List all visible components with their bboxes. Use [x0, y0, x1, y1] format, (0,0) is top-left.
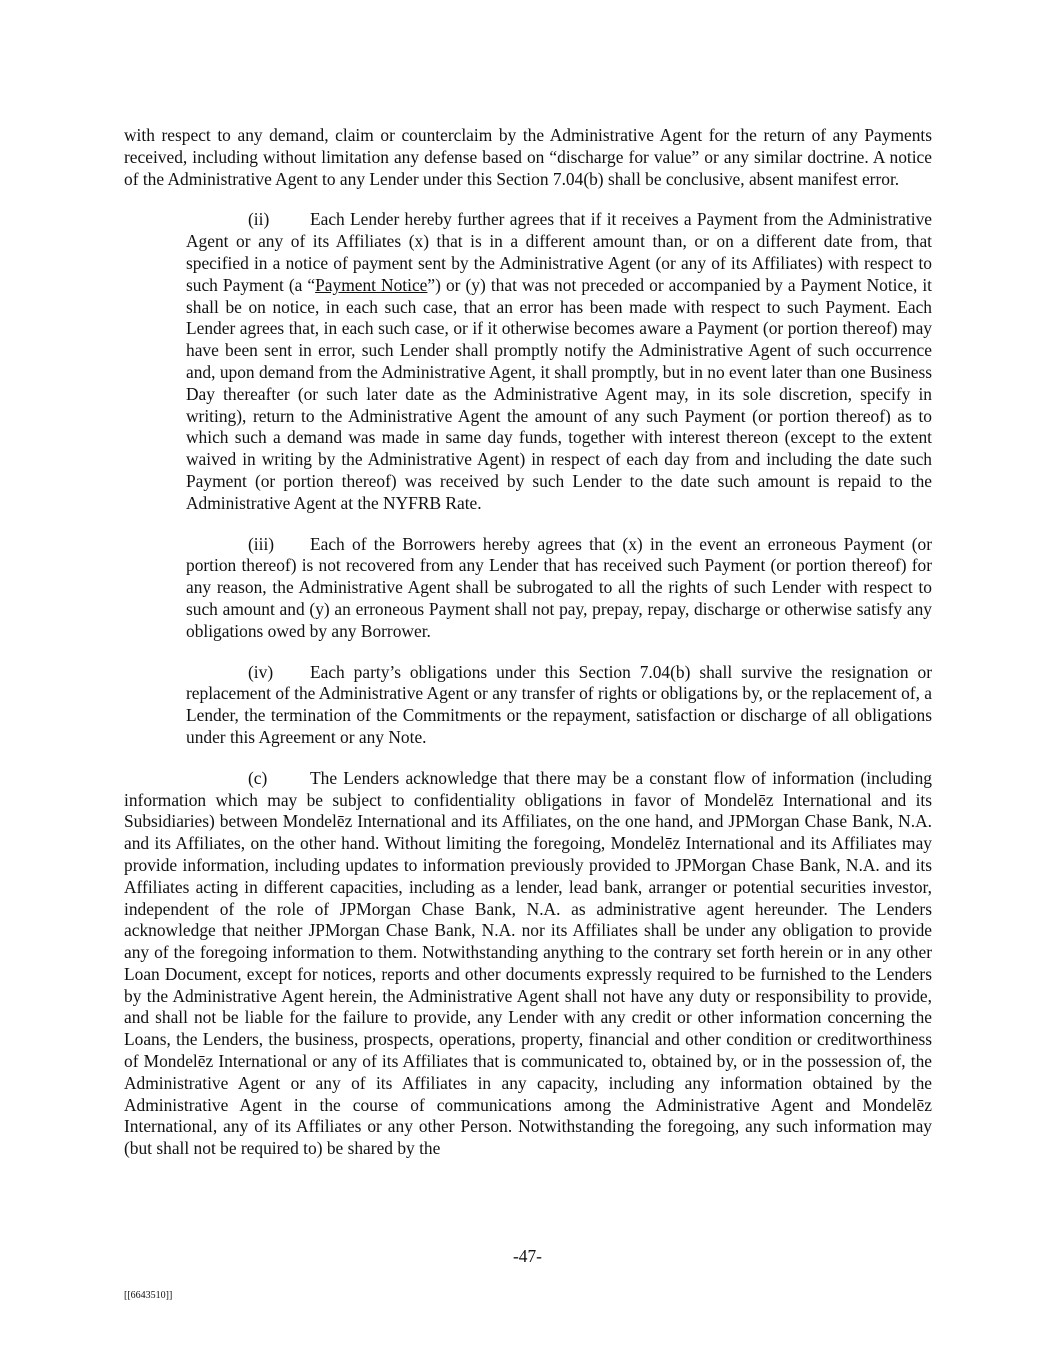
subparagraph-number: (ii)	[248, 209, 270, 230]
subparagraph-number: (iv)	[248, 661, 274, 682]
subparagraph-text: Each of the Borrowers hereby agrees that (x) in the event an erroneous Payment (or portion thereof) is not recovered from any Lender that has received such Payment (or portion thereof) for any reason, the Administrative Agent shall be subrogated to all the rights of such Lender with respect to such amount and (y) an erroneous Payment shall not pay, prepay, repay, discharge or otherwise satisfy any obligations owed by any Borrower.	[186, 533, 932, 641]
paragraph-text: The Lenders acknowledge that there may be a constant flow of information (including information which may be subject to confidentiality obligations in favor of Mondelēz International and its Subsidiaries) between Mondelēz International and its Affiliates, on the one hand, and JPMorgan Chase Bank, N.A. and its Affiliates, on the other hand. Without limiting the foregoing, Mondelēz International and its Affiliates may provide information, including updates to information previously provided to JPMorgan Chase Bank, N.A. and its Affiliates acting in different capacities, including as a lender, lead bank, arranger or potential securities investor, independent of the role of JPMorgan Chase Bank, N.A. as administrative agent hereunder. The Lenders acknowledge that neither JPMorgan Chase Bank, N.A. nor its Affiliates shall be under any obligation to provide any of the foregoing information to them. Notwithstanding anything to the contrary set forth herein or in any other Loan Document, except for notices, reports and other documents expressly required to be furnished to the Lenders by the Administrative Agent herein, the Administrative Agent shall not have any duty or responsibility to provide, and shall not be liable for the failure to provide, any Lender with any credit or other information concerning the Loans, the Lenders, the business, prospects, operations, property, financial and other condition or creditworthiness of Mondelēz International or any of its Affiliates that is communicated to, obtained by, or in the possession of, the Administrative Agent or any of its Affiliates in any capacity, including any information obtained by the Administrative Agent in the course of communications among the Administrative Agent and Mondelēz International, any of its Affiliates or any other Person. Notwithstanding the foregoing, any such information may (but shall not be required to) be shared by the	[124, 767, 932, 1159]
subparagraph-text: Each party’s obligations under this Section 7.04(b) shall survive the resignation or replacement of the Administrative Agent or any transfer of rights or obligations by, or the replacement of, a Lender, the termination of the Commitments or the repayment, satisfaction or discharge of all obligations under this Agreement or any Note.	[186, 661, 932, 747]
paragraph-number: (c)	[248, 767, 268, 788]
subparagraph-iii	[186, 534, 932, 643]
defined-term-payment-notice: Payment Notice	[315, 274, 428, 295]
subparagraph-text-part-1: Each Lender hereby further agrees that if it receives a Payment from the Administrative Agent or any of its Affiliates (x) that is in a different amount than, or on a different date from, that specified in a notice of payment sent by the Administrative Agent (or any of its Affiliates) with respect to such Payment (a “	[186, 209, 932, 295]
subparagraph-number: (iii)	[248, 533, 275, 554]
document-id: [[6643510]]	[124, 1290, 173, 1301]
paragraph-continuation: with respect to any demand, claim or counterclaim by the Administrative Agent for the return of any Payments received, including without limitation any defense based on “discharge for value” or any similar doctrine. A notice of the Administrative Agent to any Lender under this Section 7.04(b) shall be conclusive, absent manifest error.	[124, 125, 932, 189]
document-body	[124, 125, 932, 1160]
subparagraph-ii	[186, 209, 932, 514]
paragraph-c	[124, 768, 932, 1160]
subparagraph-text-part-2: ”) or (y) that was not preceded or accompanied by a Payment Notice, it shall be on notice, in each such case, that an error has been made with respect to such Payment. Each Lender agrees that, in each such case, or if it otherwise becomes aware a Payment (or portion thereof) may have been sent in error, such Lender shall promptly notify the Administrative Agent of such occurrence and, upon demand from the Administrative Agent, it shall promptly, but in no event later than one Business Day thereafter (or such later date as the Administrative Agent may, in its sole discretion, specify in writing), return to the Administrative Agent the amount of any such Payment (or portion thereof) as to which such a demand was made in same day funds, together with interest thereon (except to the extent waived in writing by the Administrative Agent) in respect of each day from and including the date such Payment (or portion thereof) was received by such Lender to the date such amount is repaid to the Administrative Agent at the NYFRB Rate.	[186, 274, 933, 513]
subparagraph-iv	[186, 662, 932, 749]
page-number: -47-	[513, 1246, 542, 1266]
